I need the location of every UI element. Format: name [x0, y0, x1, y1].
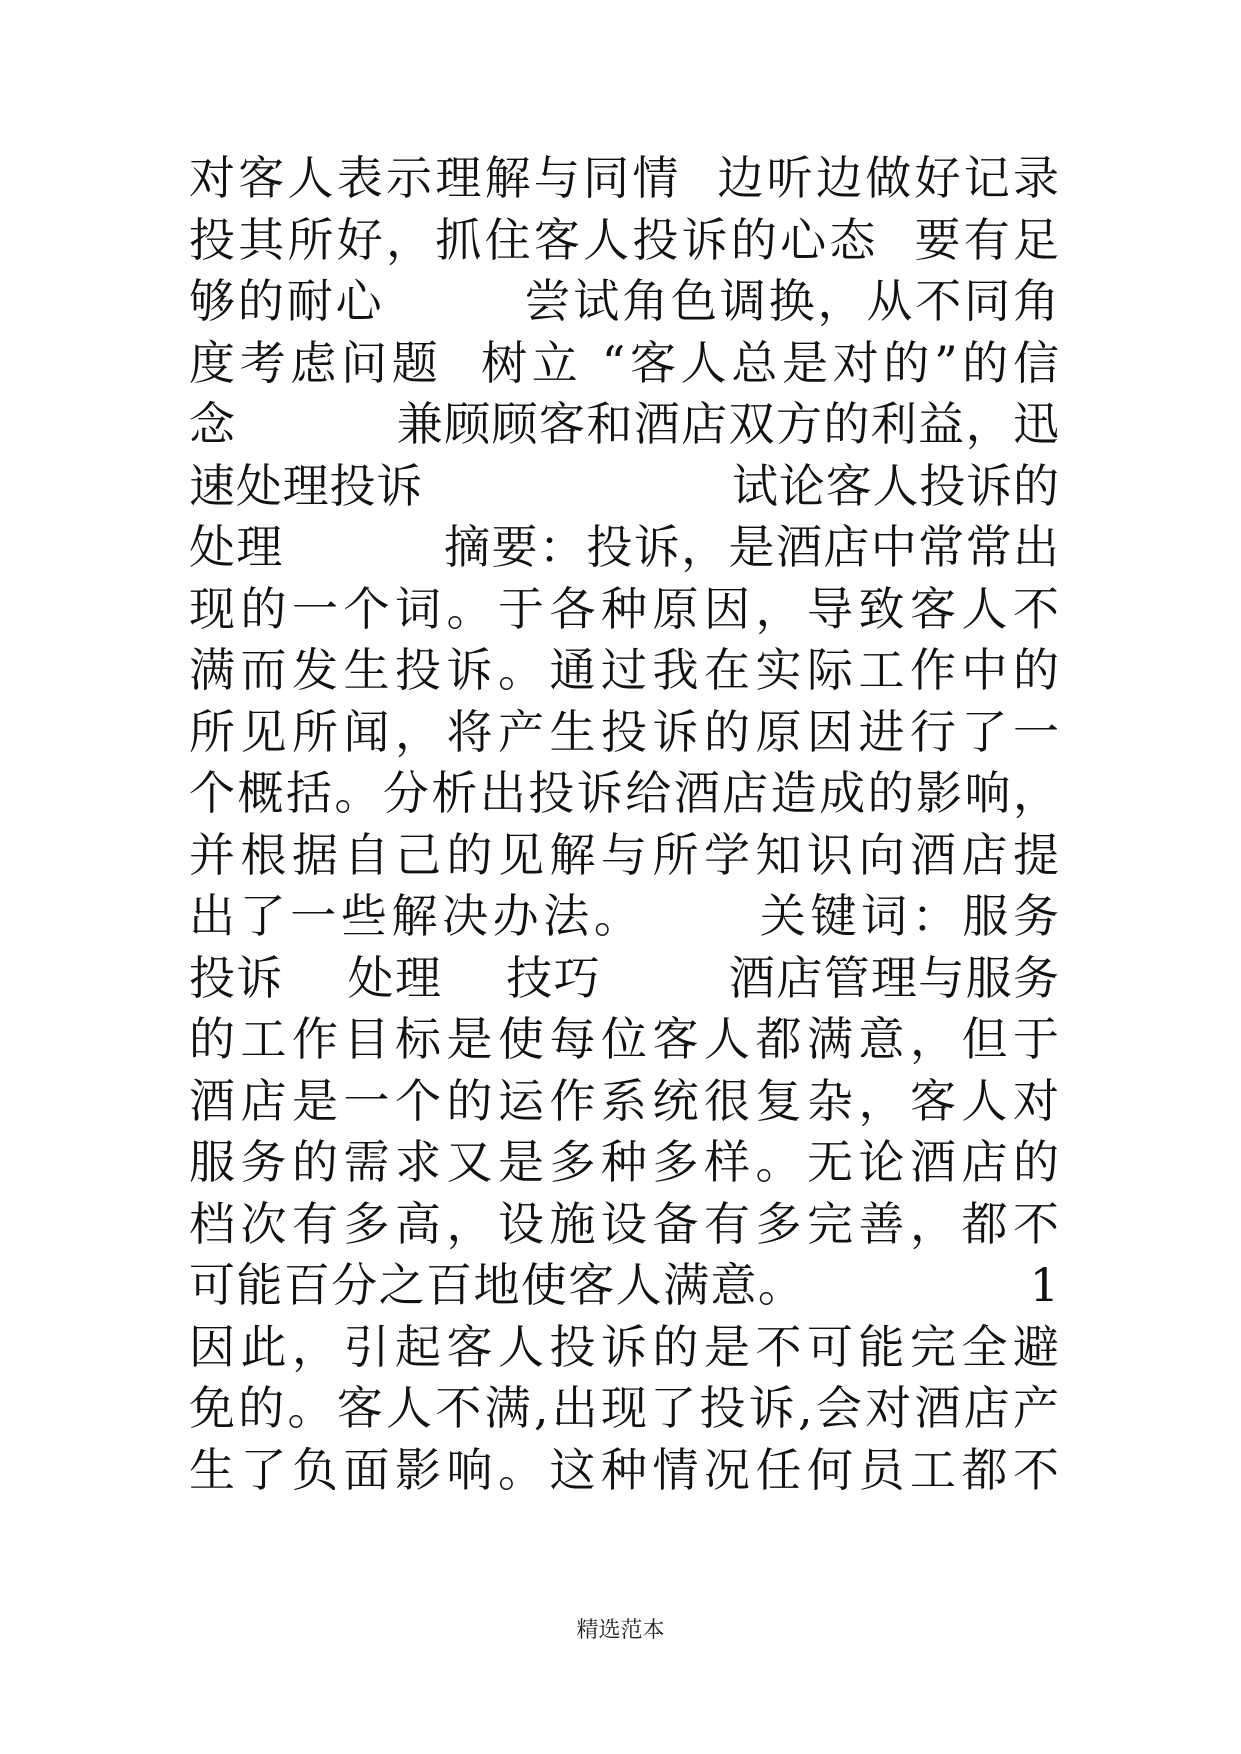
- text-line: 投其所好，抓住客人投诉的心态 要有足: [189, 212, 1059, 267]
- text-line: 速处理投诉 试论客人投诉的: [189, 458, 1059, 513]
- text-line: 酒店是一个的运作系统很复杂，客人对: [189, 1073, 1059, 1128]
- text-line: 个概括。分析出投诉给酒店造成的影响，: [189, 766, 1059, 820]
- text-line: 投诉 处理 技巧 酒店管理与服务: [189, 950, 1059, 1005]
- page-footer: 精选范本: [576, 1618, 665, 1643]
- text-line: 出了一些解决办法。 关键词：服务: [189, 889, 1059, 943]
- text-line: 免的。客人不满,出现了投诉,会对酒店产: [189, 1381, 1059, 1435]
- text-line: 现的一个词。于各种原因，导致客人不: [189, 581, 1059, 636]
- text-line: 的工作目标是使每位客人都满意，但于: [189, 1012, 1059, 1066]
- text-line: 处理 摘要：投诉，是酒店中常常出: [189, 520, 1059, 574]
- text-line: 对客人表示理解与同情 边听边做好记录: [189, 151, 1059, 205]
- text-line: 满而发生投诉。通过我在实际工作中的: [189, 643, 1059, 697]
- text-line: 所见所闻，将产生投诉的原因进行了一: [189, 704, 1059, 759]
- text-line: 服务的需求又是多种多样。无论酒店的: [189, 1135, 1059, 1189]
- text-line: 生了负面影响。这种情况任何员工都不: [189, 1442, 1059, 1497]
- body-text: [189, 148, 1059, 1501]
- text-line: 够的耐心 尝试角色调换，从不同角: [189, 274, 1059, 328]
- text-line: 并根据自己的见解与所学知识向酒店提: [189, 827, 1059, 882]
- text-line: 度考虑问题 树立 “客人总是对的”的信: [189, 335, 1059, 390]
- text-line: 档次有多高，设施设备有多完善，都不: [189, 1196, 1059, 1251]
- text-line: 因此，引起客人投诉的是不可能完全避: [189, 1319, 1059, 1374]
- text-line: 念 兼顾顾客和酒店双方的利益，迅: [189, 397, 1059, 451]
- text-line: 可能百分之百地使客人满意。 1: [189, 1258, 1059, 1312]
